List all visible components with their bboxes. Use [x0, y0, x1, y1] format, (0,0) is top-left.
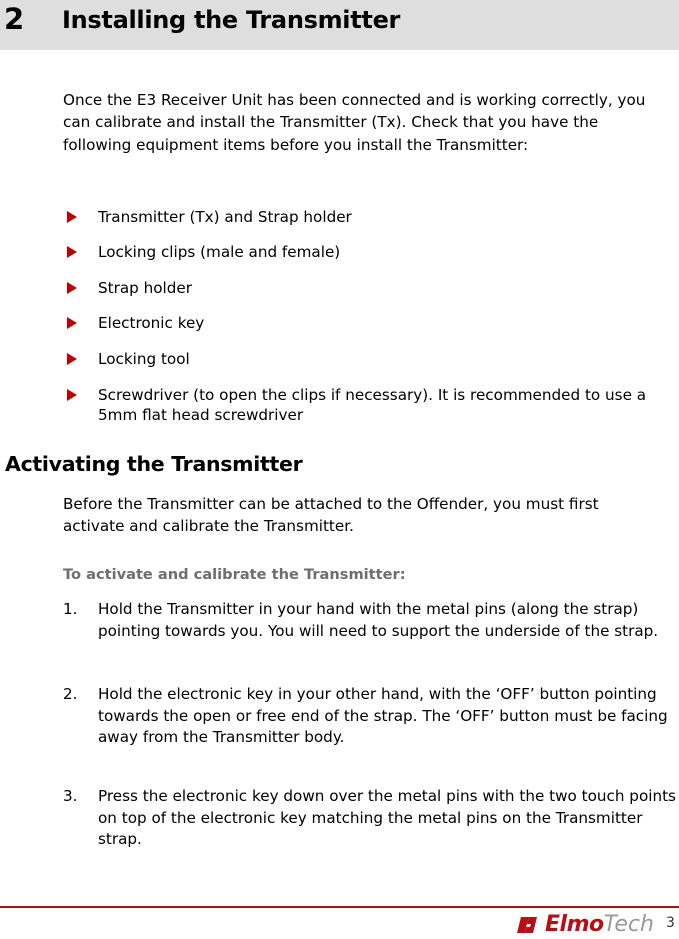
procedure-step [63, 684, 679, 749]
bullet-arrow-icon [67, 246, 77, 258]
chapter-number: 2 [4, 2, 25, 36]
elmotech-logo [515, 911, 654, 939]
page-number: 3 [666, 915, 675, 931]
bullet-arrow-icon [67, 353, 77, 365]
footer-rule [0, 906, 679, 908]
procedure-step [63, 786, 679, 851]
bullet-arrow-icon [67, 389, 77, 401]
intro-paragraph: Once the E3 Receiver Unit has been connected and is working correctly, you can calibrate and install the Transmitter (Tx). Check that you have the following equipment items before you install the Transmitter: [63, 91, 646, 154]
step-text: Hold the electronic key in your other hand, with the ‘OFF’ button pointing towards the open or free end of the strap. The ‘OFF’ button must be facing away from the Transmitter body. [98, 685, 668, 746]
bullet-arrow-icon [67, 317, 77, 329]
list-item [98, 207, 668, 227]
logo-mark-icon [515, 914, 545, 936]
step-number: 2. [63, 685, 78, 703]
list-item-text: Screwdriver (to open the clips if necessary). It is recommended to use a 5mm flat head screwdriver [98, 386, 647, 424]
list-item-text: Strap holder [98, 279, 192, 297]
list-item-text: Transmitter (Tx) and Strap holder [98, 208, 352, 226]
bullet-arrow-icon [67, 211, 77, 223]
step-text: Press the electronic key down over the metal pins with the two touch points on top of the electronic key matching the metal pins on the Transmitter strap. [98, 787, 676, 848]
list-item-text: Electronic key [98, 314, 205, 332]
procedure-heading: To activate and calibrate the Transmitter: [63, 566, 406, 583]
section-paragraph: Before the Transmitter can be attached to the Offender, you must first activate and calibrate the Transmitter. [63, 495, 599, 535]
procedure-step [63, 599, 679, 642]
section-heading: Activating the Transmitter [5, 452, 303, 476]
list-item [98, 313, 668, 333]
step-number: 1. [63, 600, 78, 618]
list-item [98, 385, 668, 425]
list-item-text: Locking tool [98, 350, 190, 368]
list-item [98, 278, 668, 298]
list-item [98, 349, 668, 369]
logo-text-tech: Tech [603, 912, 654, 937]
logo-text-elmo: Elmo [545, 912, 604, 937]
list-item [98, 242, 668, 262]
bullet-arrow-icon [67, 282, 77, 294]
list-item-text: Locking clips (male and female) [98, 243, 341, 261]
step-text: Hold the Transmitter in your hand with the metal pins (along the strap) pointing towards you. You will need to support the underside of the strap. [98, 600, 659, 640]
step-number: 3. [63, 787, 78, 805]
chapter-header [0, 0, 679, 50]
chapter-title: Installing the Transmitter [62, 6, 401, 34]
